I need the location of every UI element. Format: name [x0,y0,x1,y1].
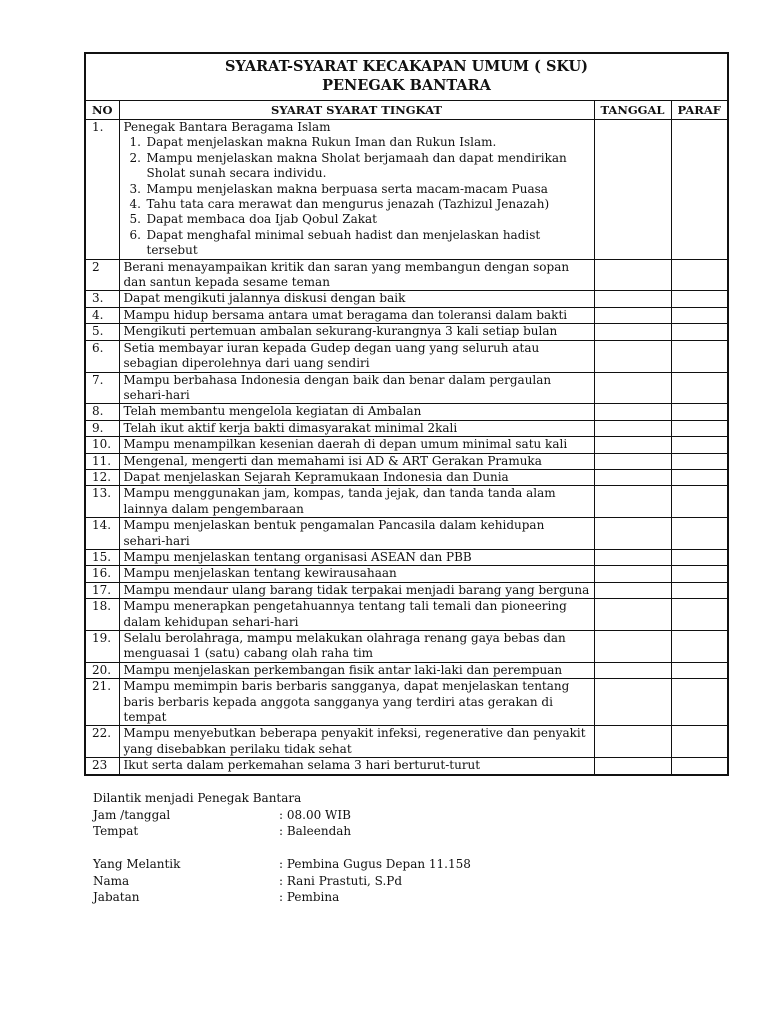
tanggal-cell[interactable] [594,404,671,420]
row-number: 11. [86,453,119,469]
sub-item: 4. Tahu tata cara merawat dan mengurus jenazah (Tazhizul Jenazah) [129,197,550,212]
jam-value: : 08.00 WIB [279,807,351,822]
header-no: NO [86,101,119,120]
paraf-cell[interactable] [671,453,727,469]
row-number: 14. [86,518,119,550]
row-number: 20. [86,662,119,678]
table-row [86,291,727,307]
jabatan-row [93,889,713,906]
paraf-cell[interactable] [671,437,727,453]
form-title [86,54,727,101]
jabatan-label: Jabatan [93,890,140,904]
paraf-cell[interactable] [671,549,727,565]
row-requirement: Mampu hidup bersama antara umat beragama dan toleransi dalam bakti [119,307,594,323]
paraf-cell[interactable] [671,662,727,678]
row-requirement: Ikut serta dalam perkemahan selama 3 hari berturut-turut [119,758,594,774]
row-requirement: Mampu menampilkan kesenian daerah di depan umum minimal satu kali [119,437,594,453]
tanggal-cell[interactable] [594,582,671,598]
tanggal-cell[interactable] [594,372,671,404]
row-requirement: Dapat menjelaskan Sejarah Kepramukaan Indonesia dan Dunia [119,469,594,485]
religion-heading: Penegak Bantara Beragama Islam [123,120,331,134]
row-number: 6. [86,340,119,372]
tanggal-cell[interactable] [594,453,671,469]
row-requirement: Mampu berbahasa Indonesia dengan baik dan benar dalam pergaulan sehari-hari [119,372,594,404]
row-number: 10. [86,437,119,453]
table-row [86,340,727,372]
row-number: 21. [86,679,119,726]
row-requirement: Telah membantu mengelola kegiatan di Ambalan [119,404,594,420]
title-line-2: PENEGAK BANTARA [322,77,491,94]
tanggal-cell[interactable] [594,631,671,663]
row-requirement: Mampu menggunakan jam, kompas, tanda jejak, dan tanda tanda alam lainnya dalam pengembaraan [119,486,594,518]
tanggal-cell[interactable] [594,549,671,565]
row-number: 12. [86,469,119,485]
melantik-value: : Pembina Gugus Depan 11.158 [279,857,471,871]
tanggal-cell[interactable] [594,679,671,726]
tanggal-cell[interactable] [594,758,671,774]
paraf-cell[interactable] [671,259,727,291]
paraf-cell[interactable] [671,307,727,323]
paraf-cell[interactable] [671,404,727,420]
tanggal-cell[interactable] [594,291,671,307]
sub-item: 5. Dapat membaca doa Ijab Qobul Zakat [129,212,377,227]
row-requirement: Mampu menjelaskan bentuk pengamalan Pancasila dalam kehidupan sehari-hari [119,518,594,550]
paraf-cell[interactable] [671,758,727,774]
table-row [86,679,727,726]
inauguration-info [93,790,713,906]
nama-value: : Rani Prastuti, S.Pd [279,873,403,888]
row-number: 5. [86,324,119,340]
jabatan-value: : Pembina [279,890,340,904]
table-row [86,662,727,678]
row-requirement: Mampu memimpin baris berbaris sangganya, dapat menjelaskan tentang baris berbaris kepada anggota sangganya yang terdiri atas gerakan di tempat [119,679,594,726]
paraf-cell[interactable] [671,120,727,260]
row-requirement: Selalu berolahraga, mampu melakukan olahraga renang gaya bebas dan menguasai 1 (satu) cabang olah raha tim [119,631,594,663]
tanggal-cell[interactable] [594,469,671,485]
paraf-cell[interactable] [671,420,727,436]
sku-form [84,52,729,776]
row-number: 9. [86,420,119,436]
tanggal-cell[interactable] [594,599,671,631]
tanggal-cell[interactable] [594,486,671,518]
row-requirement: Setia membayar iuran kepada Gudep degan uang yang seluruh atau sebagian diperolehnya dari uang sendiri [119,340,594,372]
table-row [86,758,727,774]
header-paraf: PARAF [671,101,727,120]
row-requirement: Mampu menyebutkan beberapa penyakit infeksi, regenerative dan penyakit yang disebabkan perilaku tidak sehat [119,726,594,758]
header-tanggal: TANGGAL [594,101,671,120]
religion-sub-list [124,135,590,258]
table-row [86,566,727,582]
nama-label: Nama [93,873,130,888]
row-requirement: Dapat mengikuti jalannya diskusi dengan baik [119,291,594,307]
table-row [86,631,727,663]
row-number: 23 [86,758,119,774]
table-row [86,324,727,340]
paraf-cell[interactable] [671,340,727,372]
tempat-value: : Baleendah [279,824,352,838]
requirements-table [86,101,727,774]
paraf-cell[interactable] [671,291,727,307]
tanggal-cell[interactable] [594,437,671,453]
jam-row [93,807,713,824]
sub-item: 6. Dapat menghafal minimal sebuah hadist dan menjelaskan hadist tersebut [129,227,541,258]
paraf-cell[interactable] [671,566,727,582]
row-number: 16. [86,566,119,582]
tanggal-cell[interactable] [594,518,671,550]
table-row [86,549,727,565]
paraf-cell[interactable] [671,631,727,663]
row-number: 2 [86,259,119,291]
table-row [86,420,727,436]
row-requirement: Mampu menjelaskan perkembangan fisik antar laki-laki dan perempuan [119,662,594,678]
row-number: 3. [86,291,119,307]
header-syarat: SYARAT SYARAT TINGKAT [119,101,594,120]
table-row [86,518,727,550]
table-row [86,469,727,485]
row-requirement: Telah ikut aktif kerja bakti dimasyarakat minimal 2kali [119,420,594,436]
row-requirement: Mampu menjelaskan tentang organisasi ASEAN dan PBB [119,549,594,565]
table-header-row [86,101,727,120]
table-row [86,437,727,453]
paraf-cell[interactable] [671,726,727,758]
melantik-label: Yang Melantik [93,857,181,871]
tanggal-cell[interactable] [594,566,671,582]
row-number: 1. [86,120,119,260]
paraf-cell[interactable] [671,469,727,485]
table-row [86,259,727,291]
paraf-cell[interactable] [671,582,727,598]
row-number: 17. [86,582,119,598]
tanggal-cell[interactable] [594,324,671,340]
row-number: 19. [86,631,119,663]
tanggal-cell[interactable] [594,420,671,436]
paraf-cell[interactable] [671,486,727,518]
table-row [86,599,727,631]
tempat-label: Tempat [93,824,139,838]
paraf-cell[interactable] [671,679,727,726]
row-number: 7. [86,372,119,404]
jam-label: Jam /tanggal [93,807,171,822]
row-number: 18. [86,599,119,631]
row-number: 13. [86,486,119,518]
tanggal-cell[interactable] [594,662,671,678]
table-row [86,453,727,469]
tanggal-cell[interactable] [594,726,671,758]
tanggal-cell[interactable] [594,340,671,372]
row-requirement: Mampu menerapkan pengetahuannya tentang tali temali dan pioneering dalam kehidupan sehari-hari [119,599,594,631]
table-row [86,404,727,420]
tanggal-cell[interactable] [594,120,671,260]
row-number: 4. [86,307,119,323]
tanggal-cell[interactable] [594,307,671,323]
tanggal-cell[interactable] [594,259,671,291]
row-requirement [119,120,594,260]
paraf-cell[interactable] [671,324,727,340]
paraf-cell[interactable] [671,372,727,404]
nama-row [93,873,713,890]
sub-item: 3. Mampu menjelaskan makna berpuasa serta macam-macam Puasa [129,181,548,196]
paraf-cell[interactable] [671,599,727,631]
row-requirement: Mampu menjelaskan tentang kewirausahaan [119,566,594,582]
table-row [86,307,727,323]
tempat-row [93,823,713,840]
melantik-row [93,856,713,873]
row-number: 22. [86,726,119,758]
row-requirement: Berani menayampaikan kritik dan saran yang membangun dengan sopan dan santun kepada sesame teman [119,259,594,291]
row-requirement: Mengenal, mengerti dan memahami isi AD & ART Gerakan Pramuka [119,453,594,469]
table-row [86,372,727,404]
table-row [86,486,727,518]
row-number: 15. [86,549,119,565]
title-line-1: SYARAT-SYARAT KECAKAPAN UMUM ( SKU) [224,58,589,75]
paraf-cell[interactable] [671,518,727,550]
table-row [86,582,727,598]
row-requirement: Mengikuti pertemuan ambalan sekurang-kurangnya 3 kali setiap bulan [119,324,594,340]
sub-item: 1. Dapat menjelaskan makna Rukun Iman dan Rukun Islam. [129,135,497,150]
sub-item: 2. Mampu menjelaskan makna Sholat berjamaah dan dapat mendirikan Sholat sunah secara individu. [129,150,567,181]
row-number: 8. [86,404,119,420]
row-requirement: Mampu mendaur ulang barang tidak terpakai menjadi barang yang berguna [119,582,594,598]
spacer [93,840,713,857]
footer-heading: Dilantik menjadi Penegak Bantara [93,791,302,805]
table-row [86,120,727,260]
table-row [86,726,727,758]
